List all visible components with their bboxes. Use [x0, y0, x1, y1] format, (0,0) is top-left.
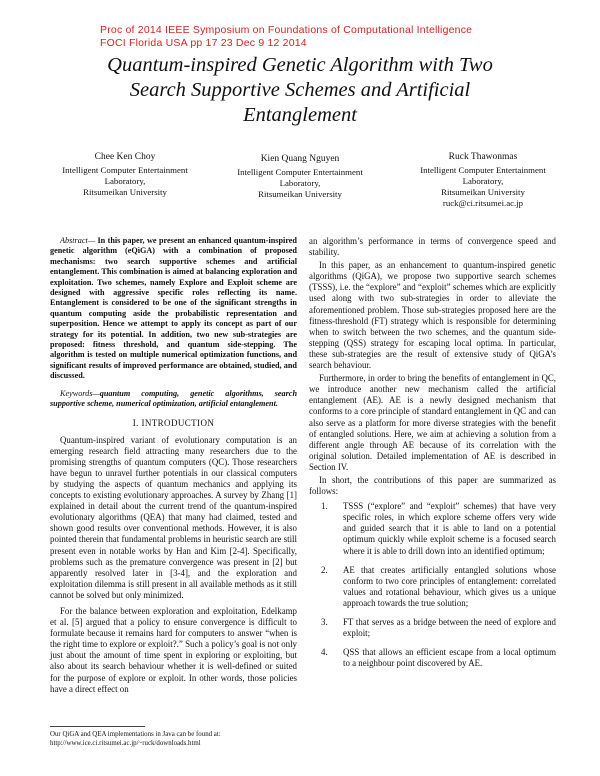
body-paragraph: Quantum-inspired variant of evolutionary computation is an emerging research field attracting many researchers due to the promising strengths of quantum computers (QC). Those researchers have begun to unravel further potentials in our classical computers by studying the aspects of quantum mechanics and applying its concepts to existing evolutionary approaches. A survey by Zhang [1] explained in detail about the current trend of the quantum-inspired evolutionary algorithms (QEA) that many had claimed, tested and shown good results over conventional methods. However, it is also pointed therein that fundamental problems in heuristic search are still present even in notable works by Han and Kim [2-4]. Specifically, problems such as the premature convergence was present in [2] but apparently resolved later in [3-4], and the exploration and exploitation dilemma is still present in all available methods as it still cannot be solved but only minimized.	[50, 434, 297, 600]
author-affiliation: Intelligent Computer Entertainment	[62, 165, 188, 175]
author-affiliation: Laboratory,	[104, 176, 146, 186]
section-heading: I. INTRODUCTION	[132, 417, 215, 428]
list-item	[309, 647, 556, 669]
list-item	[309, 565, 556, 609]
title-line: Quantum-inspired Genetic Algorithm with Two	[107, 54, 493, 76]
list-item	[309, 617, 556, 639]
footnote-link: http://www.ice.ci.ritsumei.ac.jp/~ruck/downloads.html	[50, 740, 201, 747]
abstract	[50, 236, 297, 382]
list-number: 4.	[321, 647, 328, 658]
author-block-1	[40, 152, 210, 198]
author-name: Chee Ken Choy	[94, 152, 156, 162]
list-text: TSSS (“explore” and “exploit” schemes) that have very specific roles, in which explore scheme offers very wide and guided search that it is able to land on a potential optimum quickly while exploit scheme is a focused search where it is able to drill down into an identified optimum;	[343, 501, 556, 556]
author-affiliation: Laboratory,	[279, 178, 321, 188]
author-affiliation: Ritsumeikan University	[258, 189, 342, 199]
abstract-text: In this paper, we present an enhanced quantum-inspired genetic algorithm (eQiGA) with a combination of proposed mechanisms: two search supportive schemes and artificial entanglement. This combination is aimed at balancing exploration and exploitation. Two schemes, namely Explore and Exploit scheme are designed with aggressive specific roles reflecting its name. Entanglement is considered to be one of the significant strengths in quantum computing aside the probabilistic representation and superposition. Hence we attempt to apply its concept as part of our strategy for its potential. In addition, two new sub-strategies are proposed: fitness threshold, and quantum side-stepping. The algorithm is tested on multiple numerical optimization functions, and significant results of improved performance are obtained, studied, and discussed.	[50, 236, 297, 381]
author-affiliation: Ritsumeikan University	[83, 187, 167, 197]
contributions-list	[309, 501, 556, 669]
body-paragraph: In short, the contributions of this paper are summarized as follows:	[309, 474, 556, 497]
footnote	[50, 726, 297, 748]
list-text: QSS that allows an efficient escape from a local optimum to a neighbour point discovered by AE.	[343, 647, 556, 669]
list-number: 1.	[321, 501, 328, 512]
author-affiliation: Intelligent Computer Entertainment	[237, 167, 363, 177]
list-number: 2.	[321, 564, 328, 575]
author-name: Ruck Thawonmas	[448, 152, 518, 162]
title-line: Search Supportive Schemes and Artificial	[129, 79, 471, 101]
author-name: Kien Quang Nguyen	[260, 154, 340, 164]
author-block-2	[215, 154, 385, 200]
keywords	[50, 389, 297, 410]
author-affiliation: Laboratory,	[462, 176, 504, 186]
list-text: FT that serves as a bridge between the need of explore and exploit;	[343, 617, 556, 639]
author-block-3	[398, 152, 568, 209]
body-paragraph: For the balance between exploration and exploitation, Edelkamp et al. [5] argued that a policy to ensure convergence is difficult to formulate because it remains hard for computers to answer “when is the right time to explore or exploit?.” Such a policy’s goal is not only just about the amount of time spent in exploring or exploiting, but also about its search behaviour whether it is well-defined or suited for the purpose of explore or exploit. In other words, those policies have a direct effect on	[50, 606, 297, 694]
title-line: Entanglement	[243, 104, 357, 126]
left-column	[50, 236, 297, 695]
keywords-text: quantum computing, genetic algorithms, search supportive scheme, numerical optimization, artificial entanglement.	[50, 388, 297, 409]
abstract-lead: Abstract—	[60, 236, 96, 245]
right-column	[309, 236, 556, 677]
list-number: 3.	[321, 617, 328, 627]
author-affiliation: Intelligent Computer Entertainment	[420, 165, 546, 175]
proceedings-line-2: FOCI Florida USA pp 17 23 Dec 9 12 2014	[100, 37, 307, 49]
footnote-divider	[50, 726, 145, 727]
keywords-lead: Keywords—	[60, 388, 100, 398]
body-paragraph: an algorithm’s performance in terms of convergence speed and stability.	[309, 236, 556, 258]
paper-title	[30, 53, 570, 128]
footnote-line: Our QiGA and QEA implementations in Java can be found at:	[50, 731, 221, 738]
author-email: ruck@ci.ritsumei.ac.jp	[442, 198, 524, 208]
body-paragraph: In this paper, as an enhancement to quantum-inspired genetic algorithms (QiGA), we propose two supportive search schemes (TSSS), i.e. the “explore” and “exploit” schemes which are explicitly used along with two sub-strategies in order to alleviate the aforementioned problem. Those sub-strategies proposed here are the fitness-threshold (FT) strategy which is responsible for determining when to switch between the two schemes, and the quantum side-stepping (QSS) strategy for escaping local optima. In particular, these sub-strategies are the result of extensive study of QiGA’s search behaviour.	[309, 260, 556, 371]
list-item	[309, 501, 556, 556]
body-paragraph: Furthermore, in order to bring the benefits of entanglement in QC, we introduce another new mechanism called the artificial entanglement (AE). AE is a newly designed mechanism that conforms to a core principle of standard entanglement in QC and can also serve as a platform for more diverse strategies with the benefit of entangled solutions. Here, we aim at achieving a solution from a different angle through AE because of its correlation with the original solution. Detailed implementation of AE is described in Section IV.	[309, 373, 556, 472]
author-affiliation: Ritsumeikan University	[441, 187, 525, 197]
list-text: AE that creates artificially entangled solutions whose conform to two core principles of entanglement: correlated values and rotational behaviour, which gives us a unique approach towards the true solution;	[343, 564, 556, 608]
proceedings-line-1: Proc of 2014 IEEE Symposium on Foundations of Computational Intelligence	[100, 24, 473, 36]
